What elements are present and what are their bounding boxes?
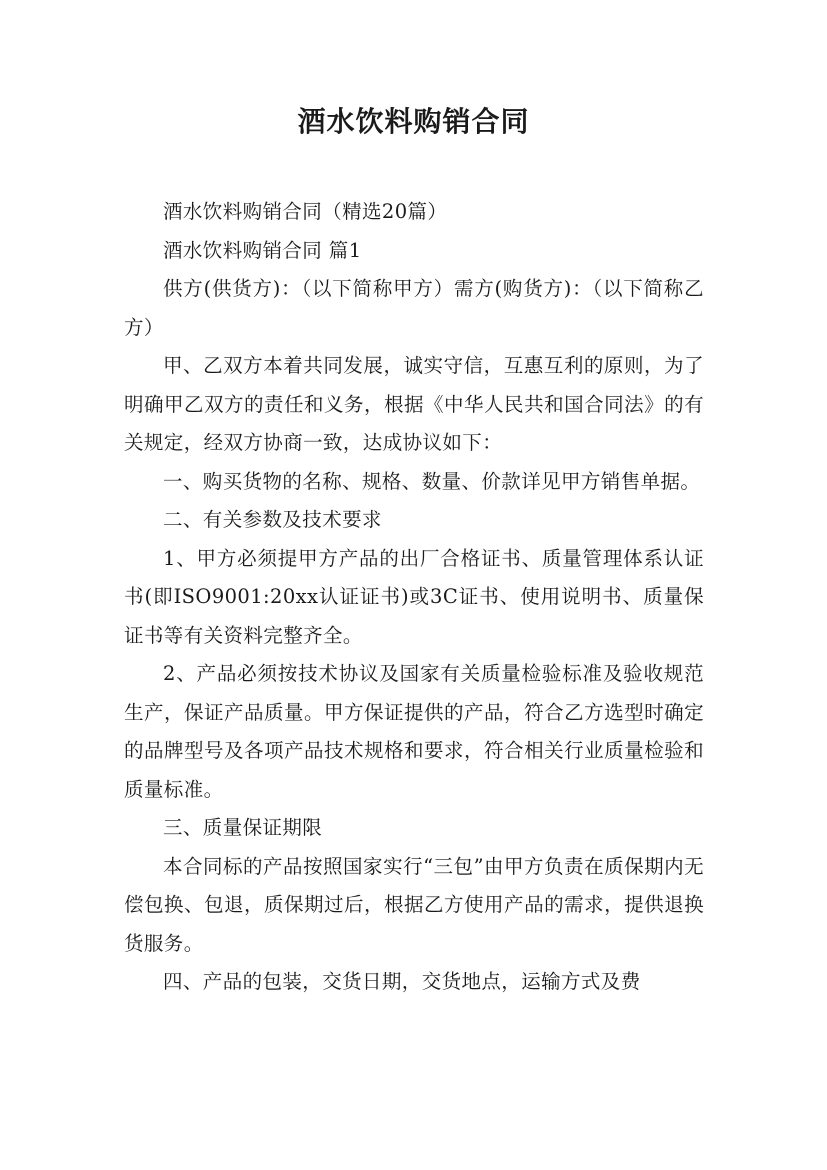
paragraph-preamble: 甲、乙双方本着共同发展，诚实守信，互惠互利的原则，为了明确甲乙双方的责任和义务，根据《中华人民共和国合同法》的有关规定，经双方协商一致，达成协议如下： (124, 354, 704, 454)
paragraph-subtitle: 酒水饮料购销合同（精选20篇） (163, 200, 448, 223)
paragraph-clause-3-heading: 三、质量保证期限 (163, 816, 323, 839)
document-body (124, 193, 704, 1002)
paragraph-clause-2-heading: 二、有关参数及技术要求 (163, 508, 382, 531)
paragraph-clause-2-1: 1、甲方必须提甲方产品的出厂合格证书、质量管理体系认证书(即ISO9001:20xx认证证书)或3C证书、使用说明书、质量保证书等有关资料完整齐全。 (124, 546, 704, 647)
document-title: 酒水饮料购销合同 (297, 105, 530, 138)
paragraph-clause-4-heading: 四、产品的包装，交货日期，交货地点，运输方式及费 (163, 970, 641, 993)
paragraph-clause-2-2: 2、产品必须按技术协议及国家有关质量检验标准及验收规范生产，保证产品质量。甲方保证提供的产品，符合乙方选型时确定的品牌型号及各项产品技术规格和要求，符合相关行业质量检验和质量标准。 (124, 662, 704, 801)
paragraph-section-heading: 酒水饮料购销合同 篇1 (163, 238, 362, 262)
paragraph-clause-1: 一、购买货物的名称、规格、数量、价款详见甲方销售单据。 (163, 469, 701, 493)
paragraph-clause-3-body: 本合同标的产品按照国家实行“三包”由甲方负责在质保期内无偿包换、包退，质保期过后，根据乙方使用产品的需求，提供退换货服务。 (124, 854, 704, 955)
paragraph-parties: 供方(供货方)：（以下简称甲方）需方(购货方)：（以下简称乙方） (124, 277, 704, 339)
